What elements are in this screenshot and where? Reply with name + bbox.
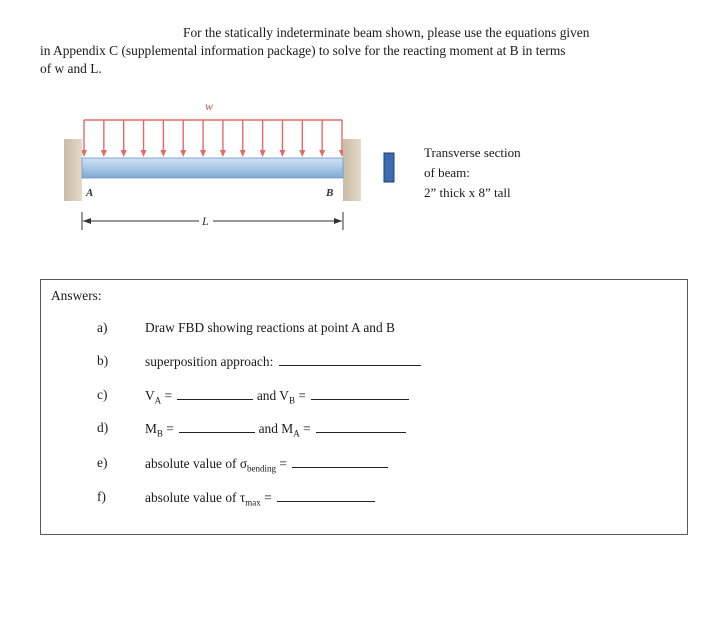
answer-letter-b: b)	[97, 353, 109, 368]
load-arrow-head	[141, 150, 147, 157]
section-line-3: 2” thick x 8” tall	[424, 185, 511, 200]
answer-row-a	[41, 320, 681, 342]
sigma-equals: =	[279, 456, 287, 471]
load-arrow-head	[319, 150, 325, 157]
tau-equals: =	[264, 490, 272, 505]
answer-letter-e: e)	[97, 455, 108, 470]
load-arrow-head	[279, 150, 285, 157]
load-arrow-head	[299, 150, 305, 157]
ma-symbol: M	[281, 421, 294, 436]
mb-equals: =	[166, 421, 174, 436]
va-equals: =	[164, 388, 173, 403]
prompt-line-1: For the statically indeterminate beam shown, please use the equations given	[183, 25, 590, 40]
load-arrow-head	[240, 150, 246, 157]
superposition-label: superposition approach:	[145, 354, 274, 369]
answer-row-e	[41, 455, 681, 477]
tau-label: absolute value of τ	[145, 490, 246, 505]
beam-diagram	[0, 0, 714, 280]
answer-letter-f: f)	[97, 489, 106, 504]
sigma-blank[interactable]	[292, 455, 388, 468]
transverse-section	[384, 153, 394, 182]
va-blank[interactable]	[177, 387, 253, 400]
length-label: L	[202, 214, 209, 228]
sigma-subscript: bending	[247, 463, 277, 474]
mb-symbol: M	[145, 421, 157, 436]
and-d: and	[258, 421, 278, 436]
load-arrow-head	[121, 150, 127, 157]
vb-symbol: V	[279, 388, 289, 403]
load-arrow-head	[101, 150, 107, 157]
answer-row-f	[41, 489, 681, 511]
load-arrow-head	[200, 150, 206, 157]
answer-row-d	[41, 420, 681, 442]
answers-box	[40, 279, 688, 535]
section-line-2: of beam:	[424, 165, 470, 180]
section-description	[424, 143, 521, 203]
load-arrows	[81, 120, 345, 157]
support-a	[64, 139, 82, 201]
answer-letter-c: c)	[97, 387, 108, 402]
vb-equals: =	[298, 388, 306, 403]
load-arrow-head	[260, 150, 266, 157]
answer-text-b	[145, 353, 421, 370]
prompt-line-2: in Appendix C (supplemental information package) to solve for the reacting moment at B in terms	[40, 43, 566, 58]
dimension-arrow-right	[334, 218, 342, 224]
beam	[82, 158, 343, 178]
load-label: w	[205, 99, 214, 113]
ma-blank[interactable]	[316, 420, 406, 433]
answer-text-c	[145, 387, 409, 406]
load-arrow-head	[180, 150, 186, 157]
vb-subscript: B	[288, 395, 295, 406]
answer-text-a: Draw FBD showing reactions at point A and B	[145, 320, 395, 335]
va-symbol: V	[145, 388, 155, 403]
answer-letter-d: d)	[97, 420, 109, 435]
sigma-label: absolute value of σ	[145, 456, 248, 471]
prompt-line-3: of w and L.	[40, 61, 102, 76]
ma-subscript: A	[293, 428, 300, 439]
mb-subscript: B	[156, 428, 163, 439]
answer-text-e	[145, 455, 388, 474]
superposition-blank[interactable]	[279, 353, 421, 366]
ma-equals: =	[303, 421, 311, 436]
section-line-1: Transverse section	[424, 145, 521, 160]
tau-blank[interactable]	[277, 489, 375, 502]
vb-blank[interactable]	[311, 387, 409, 400]
mb-blank[interactable]	[179, 420, 255, 433]
answers-title: Answers:	[51, 288, 102, 303]
answer-text-d	[145, 420, 406, 439]
and-c: and	[256, 388, 277, 403]
answer-text-f	[145, 489, 375, 508]
tau-subscript: max	[245, 497, 261, 508]
answer-row-b	[41, 353, 681, 375]
va-subscript: A	[154, 395, 162, 406]
dimension-arrow-left	[83, 218, 91, 224]
load-arrow-head	[220, 150, 226, 157]
support-b	[343, 139, 361, 201]
support-b-label: B	[326, 187, 334, 199]
answer-row-c	[41, 387, 681, 409]
load-arrow-head	[160, 150, 166, 157]
support-a-label: A	[86, 187, 94, 199]
answer-letter-a: a)	[97, 320, 108, 335]
